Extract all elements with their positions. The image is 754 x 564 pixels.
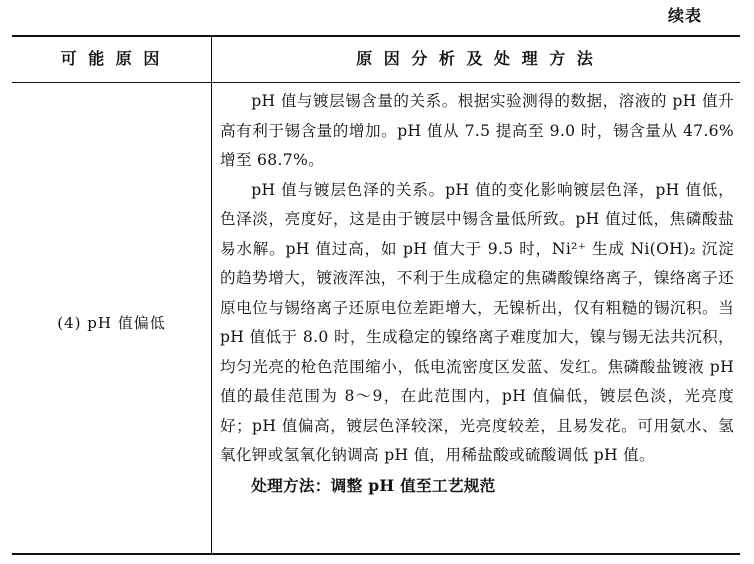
- table-header-row: [12, 37, 740, 83]
- header-possible-cause: 可 能 原 因: [60, 49, 163, 68]
- continued-label: 续表: [668, 6, 703, 25]
- cause-analysis-table: [12, 35, 740, 555]
- treatment-method-text: 调整 pH 值至工艺规范: [330, 475, 496, 495]
- column-divider: [211, 37, 212, 553]
- header-analysis-and-treatment: 原 因 分 析 及 处 理 方 法: [356, 49, 596, 68]
- analysis-cell: [220, 87, 734, 501]
- analysis-paragraph-tin-content: pH 值与镀层锡含量的关系。根据实验测得的数据，溶液的 pH 值升高有利于锡含量的增加。pH 值从 7.5 提高至 9.0 时，锡含量从 47.6%增至 68.7%。: [220, 92, 734, 169]
- cause-cell: [12, 83, 211, 553]
- analysis-paragraph-color: pH 值与镀层色泽的关系。pH 值的变化影响镀层色泽，pH 值低，色泽淡，亮度好，这是由于镀层中锡含量低所致。pH 值过低，焦磷酸盐易水解。pH 值过高，如 pH 值大于 9.5 时，Ni²⁺ 生成 Ni(OH)₂ 沉淀的趋势增大，镀液浑浊，不利于生成稳定的焦磷酸镍络离子，镍络离子还原电位与锡络离子还原电位差距增大，无镍析出，仅有粗糙的锡沉积。当 pH 值低于 8.0 时，生成稳定的镍络离子难度加大，镍与锡无法共沉积，均匀光亮的枪色范围缩小，低电流密度区发蓝、发红。焦磷酸盐镀液 pH 值的最佳范围为 8～9，在此范围内，pH 值偏低，镀层色淡，光亮度好；pH 值偏高，镀层色泽较深，光亮度较差，且易发花。可用氨水、氢氧化钾或氢氧化钠调高 pH 值，用稀盐酸或硫酸调低 pH 值。: [220, 180, 734, 464]
- treatment-method-label: 处理方法：: [251, 475, 331, 495]
- treatment-method: [220, 471, 734, 502]
- cause-text: (4) pH 值偏低: [57, 313, 166, 332]
